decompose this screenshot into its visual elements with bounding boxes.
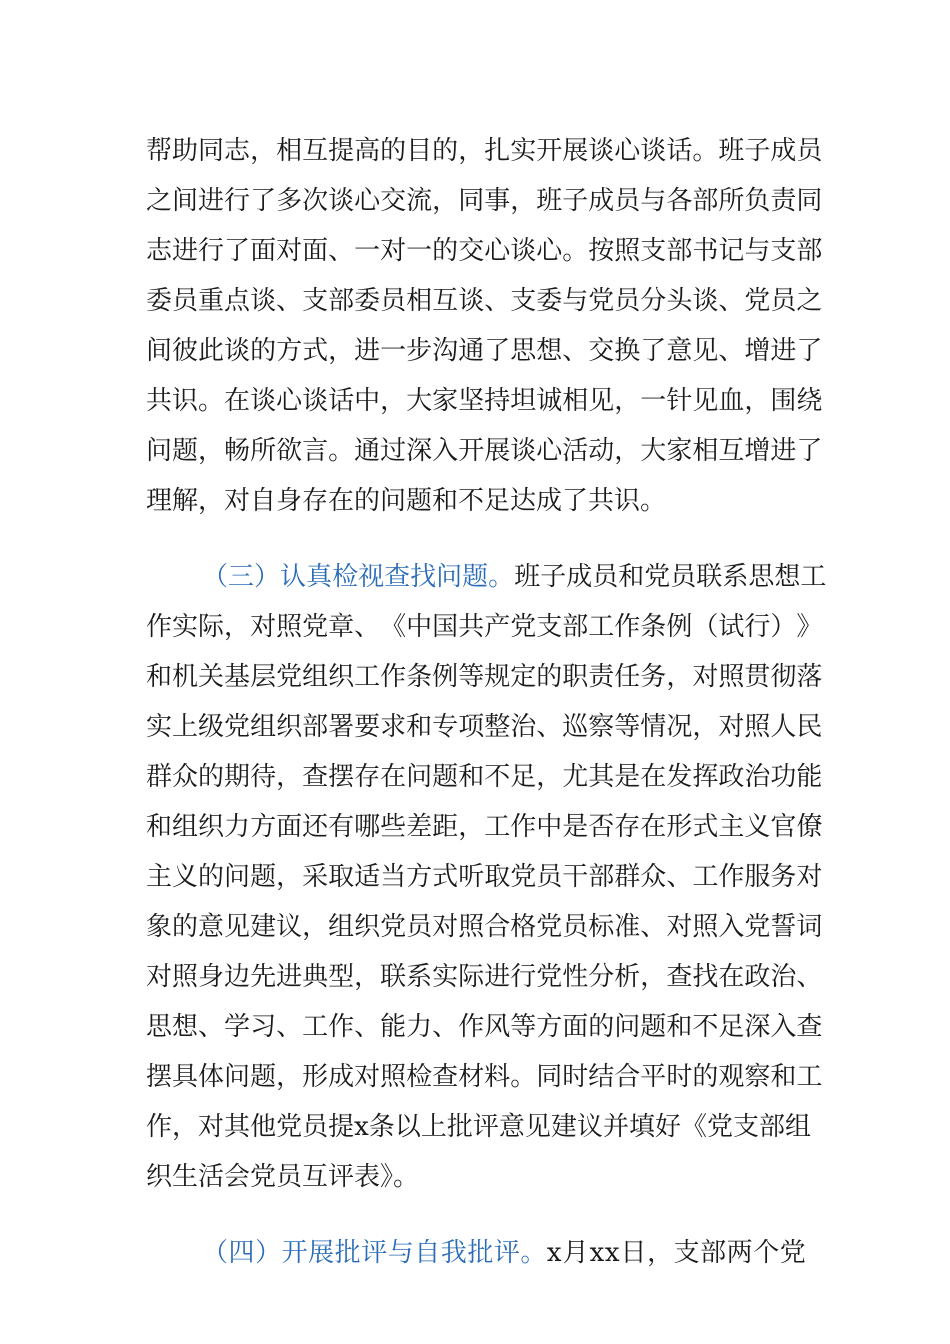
text-line: （ 四 ） 开 展 批 评 与 自 我 批 评 。 x 月 x x 日 ， 支 部 两 个 党 xyxy=(202,1238,806,1268)
text-line: 之 间 进 行 了 多 次 谈 心 交 流 ， 同 事 ， 班 子 成 员 与 各 部 所 负 责 同 xyxy=(146,186,823,216)
paragraph-3 xyxy=(146,552,827,1202)
text-line: 间 彼 此 谈 的 方 式 ， 进 一 步 沟 通 了 思 想 、 交 换 了 意 见 、 增 进 了 xyxy=(146,336,823,366)
text-line: 和 机 关 基 层 党 组 织 工 作 条 例 等 规 定 的 职 责 任 务 ， 对 照 贯 彻 落 xyxy=(146,662,823,692)
document-body xyxy=(146,126,827,1278)
paragraph-1 xyxy=(146,126,823,526)
text-line: 理解，对自身存在的问题和不足达成了共识。 xyxy=(146,486,667,516)
text-line: 委 员 重 点 谈 、 支 部 委 员 相 互 谈 、 支 委 与 党 员 分 头 谈 、 党 员 之 xyxy=(146,286,823,316)
paragraph-4 xyxy=(146,1228,806,1278)
text-line: 问 题 ， 畅 所 欲 言 。 通 过 深 入 开 展 谈 心 活 动 ， 大 家 相 互 增 进 了 xyxy=(146,436,823,466)
text-line: 作 ， 对 其 他 党 员 提 x 条 以 上 批 评 意 见 建 议 并 填 好 《 党 支 部 组 xyxy=(146,1112,812,1142)
text-line: 思 想 、 学 习 、 工 作 、 能 力 、 作 风 等 方 面 的 问 题 和 不 足 深 入 查 xyxy=(146,1012,823,1042)
text-line: 群 众 的 期 待 ， 查 摆 存 在 问 题 和 不 足 ， 尤 其 是 在 发 挥 政 治 功 能 xyxy=(146,762,823,792)
text-line: 共 识 。 在 谈 心 谈 话 中 ， 大 家 坚 持 坦 诚 相 见 ， 一 针 见 血 ， 围 绕 xyxy=(146,386,823,416)
text-line: 和 组 织 力 方 面 还 有 哪 些 差 距 ， 工 作 中 是 否 存 在 形 式 主 义 官 僚 xyxy=(146,812,823,842)
text-line: 帮 助 同 志 ， 相 互 提 高 的 目 的 ， 扎 实 开 展 谈 心 谈 话 。 班 子 成 员 xyxy=(146,136,823,166)
text-line: 对 照 身 边 先 进 典 型 ， 联 系 实 际 进 行 党 性 分 析 ， 查 找 在 政 治 、 xyxy=(146,962,823,992)
text-line: 实 上 级 党 组 织 部 署 要 求 和 专 项 整 治 、 巡 察 等 情 况 ， 对 照 人 民 xyxy=(146,712,823,742)
text-line: 志 进 行 了 面 对 面 、 一 对 一 的 交 心 谈 心 。 按 照 支 部 书 记 与 支 部 xyxy=(146,236,823,266)
text-line: 织生活会党员互评表》。 xyxy=(146,1162,420,1192)
text-line: 摆 具 体 问 题 ， 形 成 对 照 检 查 材 料 。 同 时 结 合 平 时 的 观 察 和 工 xyxy=(146,1062,823,1092)
text-line: 作 实 际 ， 对 照 党 章 、 《 中 国 共 产 党 支 部 工 作 条 例 （ 试 行 ） 》 xyxy=(146,612,823,642)
text-line: 象 的 意 见 建 议 ， 组 织 党 员 对 照 合 格 党 员 标 准 、 对 照 入 党 誓 词 xyxy=(146,912,823,942)
text-line: （ 三 ） 认 真 检 视 查 找 问 题 。 班 子 成 员 和 党 员 联 系 思 想 工 xyxy=(202,562,827,592)
text-line: 主 义 的 问 题 ， 采 取 适 当 方 式 听 取 党 员 干 部 群 众 、 工 作 服 务 对 xyxy=(146,862,823,892)
